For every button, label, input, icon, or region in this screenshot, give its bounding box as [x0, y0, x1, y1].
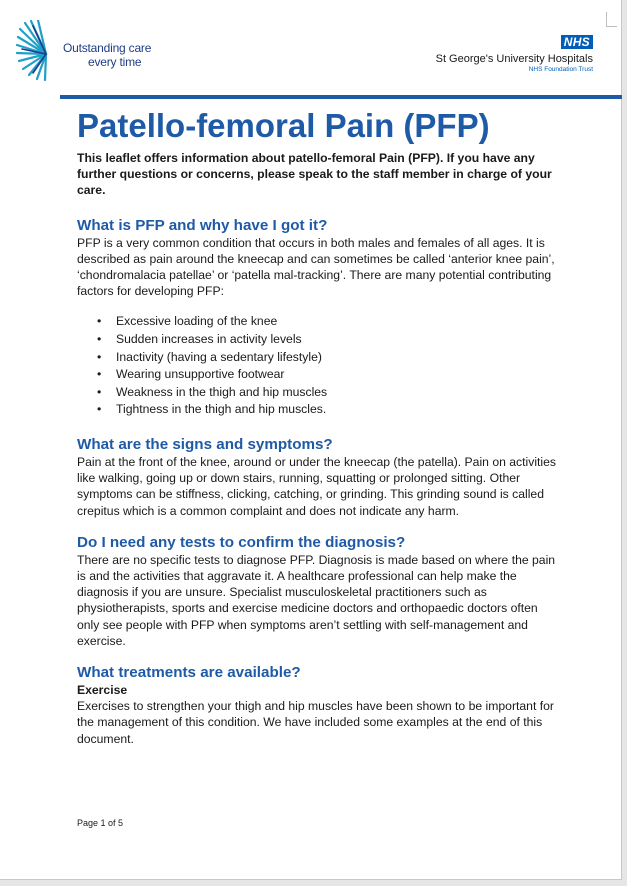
- page-title: Patello-femoral Pain (PFP): [77, 107, 490, 144]
- bullet-icon: •: [97, 349, 102, 364]
- list-item-text: Sudden increases in activity levels: [116, 332, 302, 347]
- bullet-icon: •: [97, 367, 102, 382]
- nhs-badge: NHS: [561, 35, 593, 49]
- header-divider: [60, 95, 622, 99]
- logo-tagline-line2: every time: [88, 55, 142, 69]
- list-item: [77, 401, 559, 419]
- list-item-text: Excessive loading of the knee: [116, 314, 278, 329]
- page-number: Page 1 of 5: [77, 818, 124, 828]
- section-heading-treatments: What treatments are available?: [77, 664, 301, 682]
- page-corner-mark: [606, 12, 617, 27]
- starburst-logo-icon: [16, 20, 62, 82]
- document-body: [77, 150, 559, 747]
- list-item-text: Weakness in the thigh and hip muscles: [116, 384, 328, 399]
- list-item: [77, 349, 559, 367]
- section-body-treatments: Exercises to strengthen your thigh and hip muscles have been shown to be important for the management of this condition. We have included some examples at the end of this document.: [77, 699, 554, 746]
- list-item: [77, 331, 559, 349]
- section-heading-signs: What are the signs and symptoms?: [77, 435, 333, 453]
- list-item-text: Wearing unsupportive footwear: [116, 367, 285, 382]
- bullet-icon: •: [97, 384, 102, 399]
- subheading-exercise: Exercise: [77, 683, 128, 698]
- bullet-icon: •: [97, 332, 102, 347]
- list-item-text: Tightness in the thigh and hip muscles.: [116, 402, 327, 417]
- list-item-text: Inactivity (having a sedentary lifestyle): [116, 349, 322, 364]
- trust-name: NHS Foundation Trust: [528, 66, 593, 73]
- section-body-tests: There are no specific tests to diagnose PFP. Diagnosis is made based on where the pain is and the activities that aggravate it. A healthcare professional can help make the diagnosis if you are unsure. Specialist musculoskeletal practitioners such as physiotherapists, sports and exercise medicine doctors and orthopaedic doctors often only see people with PFP when symptoms aren’t settling with self-management and exercise.: [77, 552, 556, 648]
- org-name: St George's University Hospitals: [435, 53, 593, 65]
- intro-paragraph: This leaflet offers information about patello-femoral Pain (PFP). If you have any further questions or concerns, please speak to the staff member in charge of your care.: [77, 151, 552, 198]
- bullet-icon: •: [97, 314, 102, 329]
- list-item: [77, 384, 559, 402]
- logo-tagline-line1: Outstanding care: [63, 41, 152, 55]
- hospital-logo: [16, 20, 156, 82]
- nhs-trust-logo: [436, 33, 593, 74]
- section-body-signs: Pain at the front of the knee, around or under the kneecap (the patella). Pain on activities like walking, going up or down stairs, running, squatting or prolonged sitting. Other symptoms can be stiffness, clicking, catching, or grinding. This grinding sound is called crepitus which is a common complaint and does not indicate any harm.: [77, 454, 557, 518]
- list-item: [77, 366, 559, 384]
- factors-list: [77, 313, 559, 419]
- section-body-what-is: PFP is a very common condition that occurs in both males and females of all ages. It is described as pain around the kneecap and can sometimes be called ‘anterior knee pain’, ‘chondromalacia patellae’ or ‘patella mal-tracking’. There are many potential contributing factors for developing PFP:: [77, 235, 555, 299]
- list-item: [77, 313, 559, 331]
- bullet-icon: •: [97, 402, 102, 417]
- section-heading-what-is: What is PFP and why have I got it?: [77, 216, 328, 234]
- section-heading-tests: Do I need any tests to confirm the diagnosis?: [77, 533, 406, 551]
